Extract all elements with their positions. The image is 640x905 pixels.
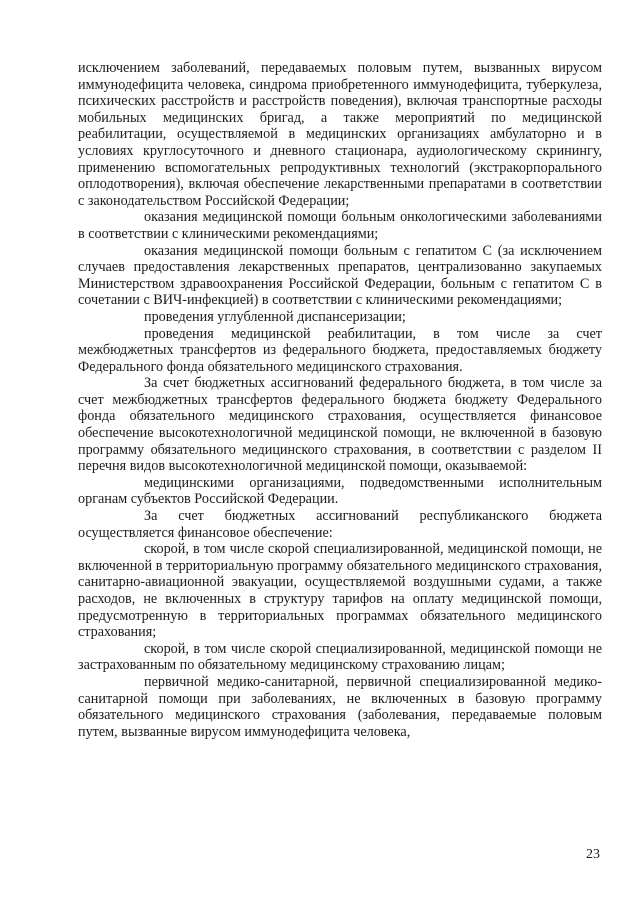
paragraph: оказания медицинской помощи больным онкологическими заболеваниями в соответствии с клиническими рекомендациями;	[78, 209, 602, 242]
paragraph: проведения углубленной диспансеризации;	[144, 308, 406, 325]
paragraph: За счет бюджетных ассигнований федерального бюджета, в том числе за счет межбюджетных трансфертов федерального бюджета бюджету Федерального фонда обязательного медицинского страхования, осуществляется финансовое обеспечение высокотехнологичной медицинской помощи, не включенной в базовую программу обязательного медицинского страхования, в соответствии с разделом II перечня видов высокотехнологичной медицинской помощи, оказываемой:	[78, 375, 602, 475]
document-body	[78, 60, 602, 740]
paragraph: скорой, в том числе скорой специализированной, медицинской помощи, не включенной в территориальную программу обязательного медицинского страхования, санитарно-авиационной эвакуации, осуществляемой воздушными судами, а также расходов, не включенных в структуру тарифов на оплату медицинской помощи, предусмотренную в территориальных программах обязательного медицинского страхования;	[78, 541, 602, 641]
paragraph: оказания медицинской помощи больным с гепатитом С (за исключением случаев предоставления лекарственных препаратов, централизованно закупаемых Министерством здравоохранения Российской Федерации, больным с гепатитом С в сочетании с ВИЧ-инфекцией) в соответствии с клиническими рекомендациями;	[78, 242, 602, 309]
paragraph: скорой, в том числе скорой специализированной, медицинской помощи не застрахованным по обязательному медицинскому страхованию лицам;	[78, 640, 602, 674]
paragraph: За счет бюджетных ассигнований республиканского бюджета осуществляется финансовое обеспечение:	[78, 508, 602, 541]
paragraph: первичной медико-санитарной, первичной специализированной медико-санитарной помощи при заболеваниях, не включенных в базовую программу обязательного медицинского страхования (заболевания, передаваемые половым путем, вызванные вирусом иммунодефицита человека,	[78, 673, 602, 740]
paragraph: исключением заболеваний, передаваемых половым путем, вызванных вирусом иммунодефицита человека, синдрома приобретенного иммунодефицита, туберкулеза, психических расстройств и расстройств поведения), включая транспортные расходы мобильных медицинских бригад, а также мероприятий по медицинской реабилитации, осуществляемой в медицинских организациях амбулаторно и в условиях круглосуточного и дневного стационара, аудиологическому скринингу, применению вспомогательных репродуктивных технологий (экстракорпорального оплодотворения), включая обеспечение лекарственными препаратами в соответствии с законодательством Российской Федерации;	[78, 60, 602, 209]
page-number: 23	[586, 847, 600, 862]
paragraph: медицинскими организациями, подведомственными исполнительным органам субъектов Российской Федерации.	[78, 474, 602, 508]
paragraph: проведения медицинской реабилитации, в том числе за счет межбюджетных трансфертов из федерального бюджета, предоставляемых бюджету Федерального фонда обязательного медицинского страхования.	[78, 325, 602, 375]
